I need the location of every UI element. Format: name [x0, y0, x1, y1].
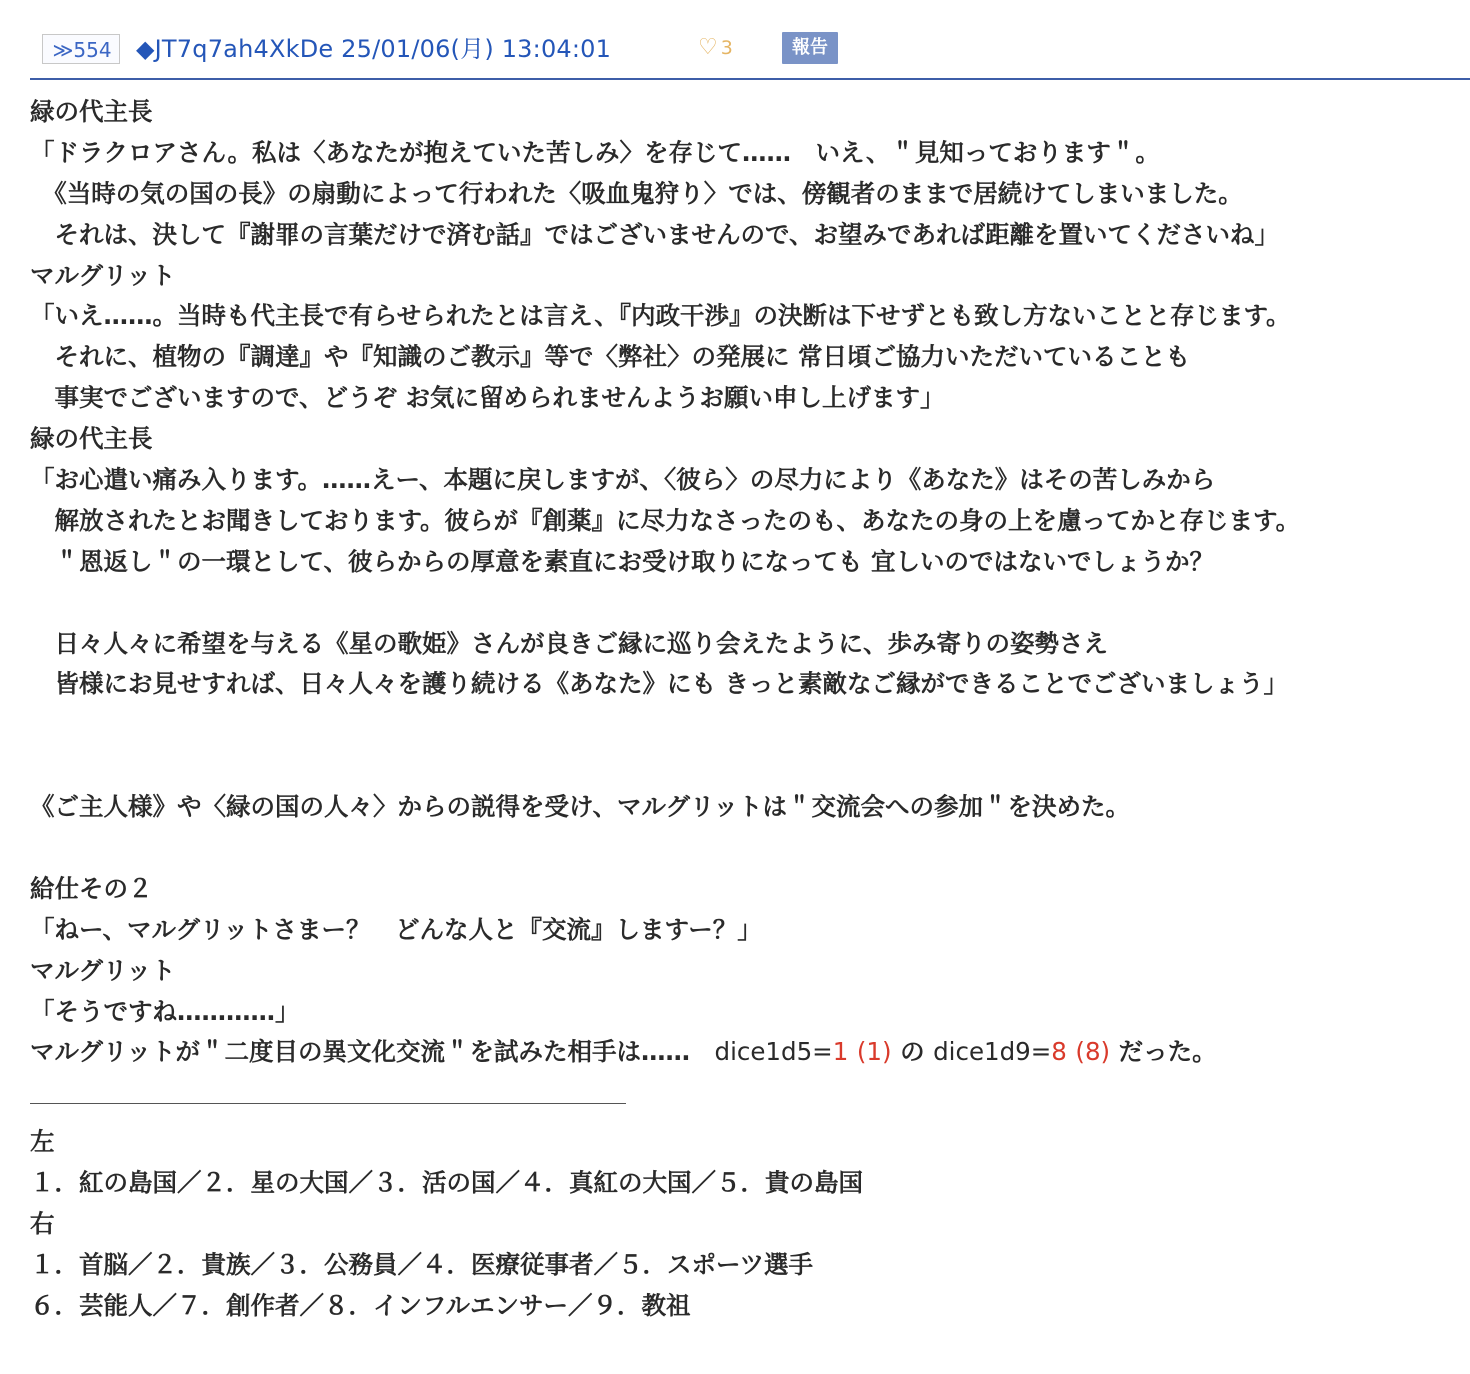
post-text-line: それに、植物の『調達』や『知識のご教示』等で〈弊社〉の発展に 常日頃ご協力いただいていることも: [30, 342, 1191, 372]
post-body: [30, 92, 1460, 1327]
post-text-line: マルグリット: [30, 955, 176, 985]
heart-outline-icon: ♡: [698, 35, 718, 60]
blank-line: [30, 583, 1460, 624]
report-button[interactable]: 報告: [782, 32, 838, 64]
post-text-line: 緑の代主長: [30, 97, 153, 126]
post-text-line: 事実でございますので、どうぞ お気に留められませんようお願い申し上げます」: [30, 383, 945, 413]
post-text-line: 「ねー、マルグリットさまー？ どんな人と『交流』しますー？」: [30, 914, 762, 944]
dice-result-line: [30, 1032, 1460, 1073]
dice2-value: 8: [1051, 1037, 1067, 1067]
options-right-items-1: １．首脳／２．貴族／３．公務員／４．医療従事者／５．スポーツ選手: [30, 1250, 814, 1280]
post-text-line: 《ご主人様》や〈緑の国の人々〉からの説得を受け、マルグリットは＂交流会への参加＂を決めた。: [30, 792, 1131, 822]
blank-line: [30, 746, 1460, 787]
post-header: [30, 28, 1470, 80]
blank-line: [30, 705, 1460, 746]
post-text-line: 「お心遣い痛み入ります。……えー、本題に戻しますが、〈彼ら〉の尽力により《あなた》はその苦しみから: [30, 465, 1216, 495]
blank-line: [30, 828, 1460, 869]
like-button[interactable]: [698, 34, 733, 62]
options-right-items-2: ６．芸能人／７．創作者／８．インフルエンサー／９．教祖: [30, 1290, 691, 1320]
post-text-line: 「ドラクロアさん。私は〈あなたが抱えていた苦しみ〉を存じて…… いえ、＂見知っております＂。: [30, 137, 1160, 167]
dice1-label: dice1d5=: [714, 1037, 833, 1067]
post-text-line: ＂恩返し＂の一環として、彼らからの厚意を素直にお受け取りになっても 宜しいのではないでしょうか？: [30, 546, 1215, 576]
post-text-line: 給仕その２: [30, 873, 153, 903]
post-text-line: 日々人々に希望を与える《星の歌姫》さんが良きご縁に巡り会えたように、歩み寄りの姿勢さえ: [30, 628, 1108, 658]
dice-line-prefix: マルグリットが＂二度目の異文化交流＂を試みた相手は……: [30, 1037, 715, 1067]
poster-id-and-timestamp[interactable]: ◆JT7q7ah4XkDe 25/01/06(月) 13:04:01: [136, 35, 612, 63]
reply-number-link[interactable]: ≫554: [42, 34, 120, 64]
post-text-line: 《当時の気の国の長》の扇動によって行われた〈吸血鬼狩り〉では、傍観者のままで居続けてしまいました。: [30, 178, 1243, 208]
divider-line: [30, 1103, 626, 1104]
options-right-heading: 右: [30, 1209, 55, 1239]
like-count: 3: [720, 37, 733, 59]
dice1-paren: (1): [856, 1037, 892, 1067]
post-text-line: 「いえ……。当時も代主長で有らせられたとは言え、『内政干渉』の決断は下せずとも致し方ないことと存じます。: [30, 301, 1291, 331]
post-text-line: 皆様にお見せすれば、日々人々を護り続ける《あなた》にも きっと素敵なご縁ができることでございましょう」: [30, 669, 1289, 699]
post-text-line: 解放されたとお聞きしております。彼らが『創薬』に尽力なさったのも、あなたの身の上を慮ってかと存じます。: [30, 505, 1301, 535]
dice2-paren: (8): [1075, 1037, 1111, 1067]
options-left-items: １．紅の島国／２．星の大国／３．活の国／４．真紅の大国／５．貴の島国: [30, 1168, 863, 1198]
dice1-value: 1: [832, 1037, 849, 1067]
dice-line-middle: の: [891, 1037, 934, 1067]
dice2-label: dice1d9=: [933, 1037, 1052, 1067]
post-text-line: 「そうですね…………」: [30, 996, 300, 1026]
dice-line-suffix: だった。: [1110, 1037, 1217, 1067]
post-text-lines: [30, 92, 1460, 1032]
post-text-line: それは、決して『謝罪の言葉だけで済む話』ではございませんので、お望みであれば距離を置いてくださいね」: [30, 219, 1280, 249]
post-text-line: マルグリット: [30, 260, 176, 290]
post-text-line: 緑の代主長: [30, 424, 153, 454]
options-left-heading: 左: [30, 1127, 55, 1157]
